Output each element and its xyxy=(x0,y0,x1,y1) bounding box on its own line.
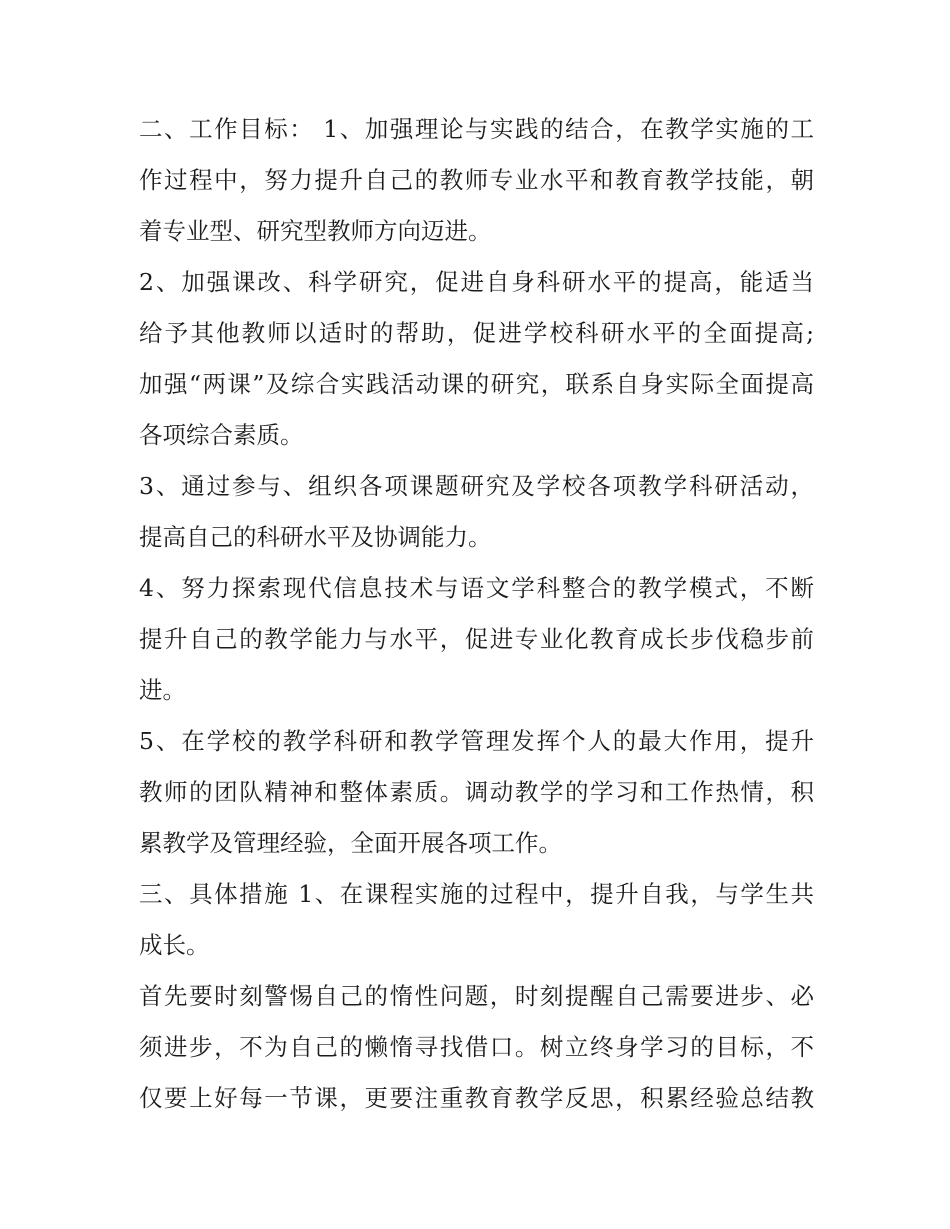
text-line: 进。 xyxy=(139,676,186,704)
text-line: 三、具体措施 1、在课程实施的过程中，提升自我，与学生共 xyxy=(139,880,814,908)
text-line: 须进步，不为自己的懒惰寻找借口。树立终身学习的目标，不 xyxy=(139,1033,814,1061)
paragraph-measures-body xyxy=(139,971,814,1124)
text-line: 作过程中，努力提升自己的教师专业水平和教育教学技能，朝 xyxy=(139,166,814,194)
text-line: 各项综合素质。 xyxy=(139,421,304,449)
document-body xyxy=(139,104,814,1124)
text-line: 首先要时刻警惕自己的惰性问题，时刻提醒自己需要进步、必 xyxy=(139,982,814,1010)
text-line: 3、通过参与、组织各项课题研究及学校各项教学科研活动， xyxy=(139,472,814,500)
text-line: 累教学及管理经验，全面开展各项工作。 xyxy=(139,829,562,857)
paragraph-measures-heading xyxy=(139,869,814,971)
text-line: 5、在学校的教学科研和教学管理发挥个人的最大作用，提升 xyxy=(139,727,814,755)
text-line: 教师的团队精神和整体素质。调动教学的学习和工作热情，积 xyxy=(139,778,814,806)
paragraph-goal-2 xyxy=(139,257,814,461)
text-line: 着专业型、研究型教师方向迈进。 xyxy=(139,217,492,245)
paragraph-goal-4 xyxy=(139,563,814,716)
paragraph-goal-1 xyxy=(139,104,814,257)
text-line: 仅要上好每一节课，更要注重教育教学反思，积累经验总结教 xyxy=(139,1084,814,1112)
text-line: 加强“两课”及综合实践活动课的研究，联系自身实际全面提高 xyxy=(139,370,814,398)
text-line: 给予其他教师以适时的帮助，促进学校科研水平的全面提高; xyxy=(139,319,814,347)
text-line: 提高自己的科研水平及协调能力。 xyxy=(139,523,492,551)
paragraph-goal-3 xyxy=(139,461,814,563)
text-line: 2、加强课改、科学研究，促进自身科研水平的提高，能适当 xyxy=(139,268,814,296)
paragraph-goal-5 xyxy=(139,716,814,869)
text-line: 4、努力探索现代信息技术与语文学科整合的教学模式，不断 xyxy=(139,574,814,602)
text-line: 二、工作目标： 1、加强理论与实践的结合，在教学实施的工 xyxy=(139,115,814,143)
text-line: 成长。 xyxy=(139,931,210,959)
text-line: 提升自己的教学能力与水平，促进专业化教育成长步伐稳步前 xyxy=(139,625,814,653)
